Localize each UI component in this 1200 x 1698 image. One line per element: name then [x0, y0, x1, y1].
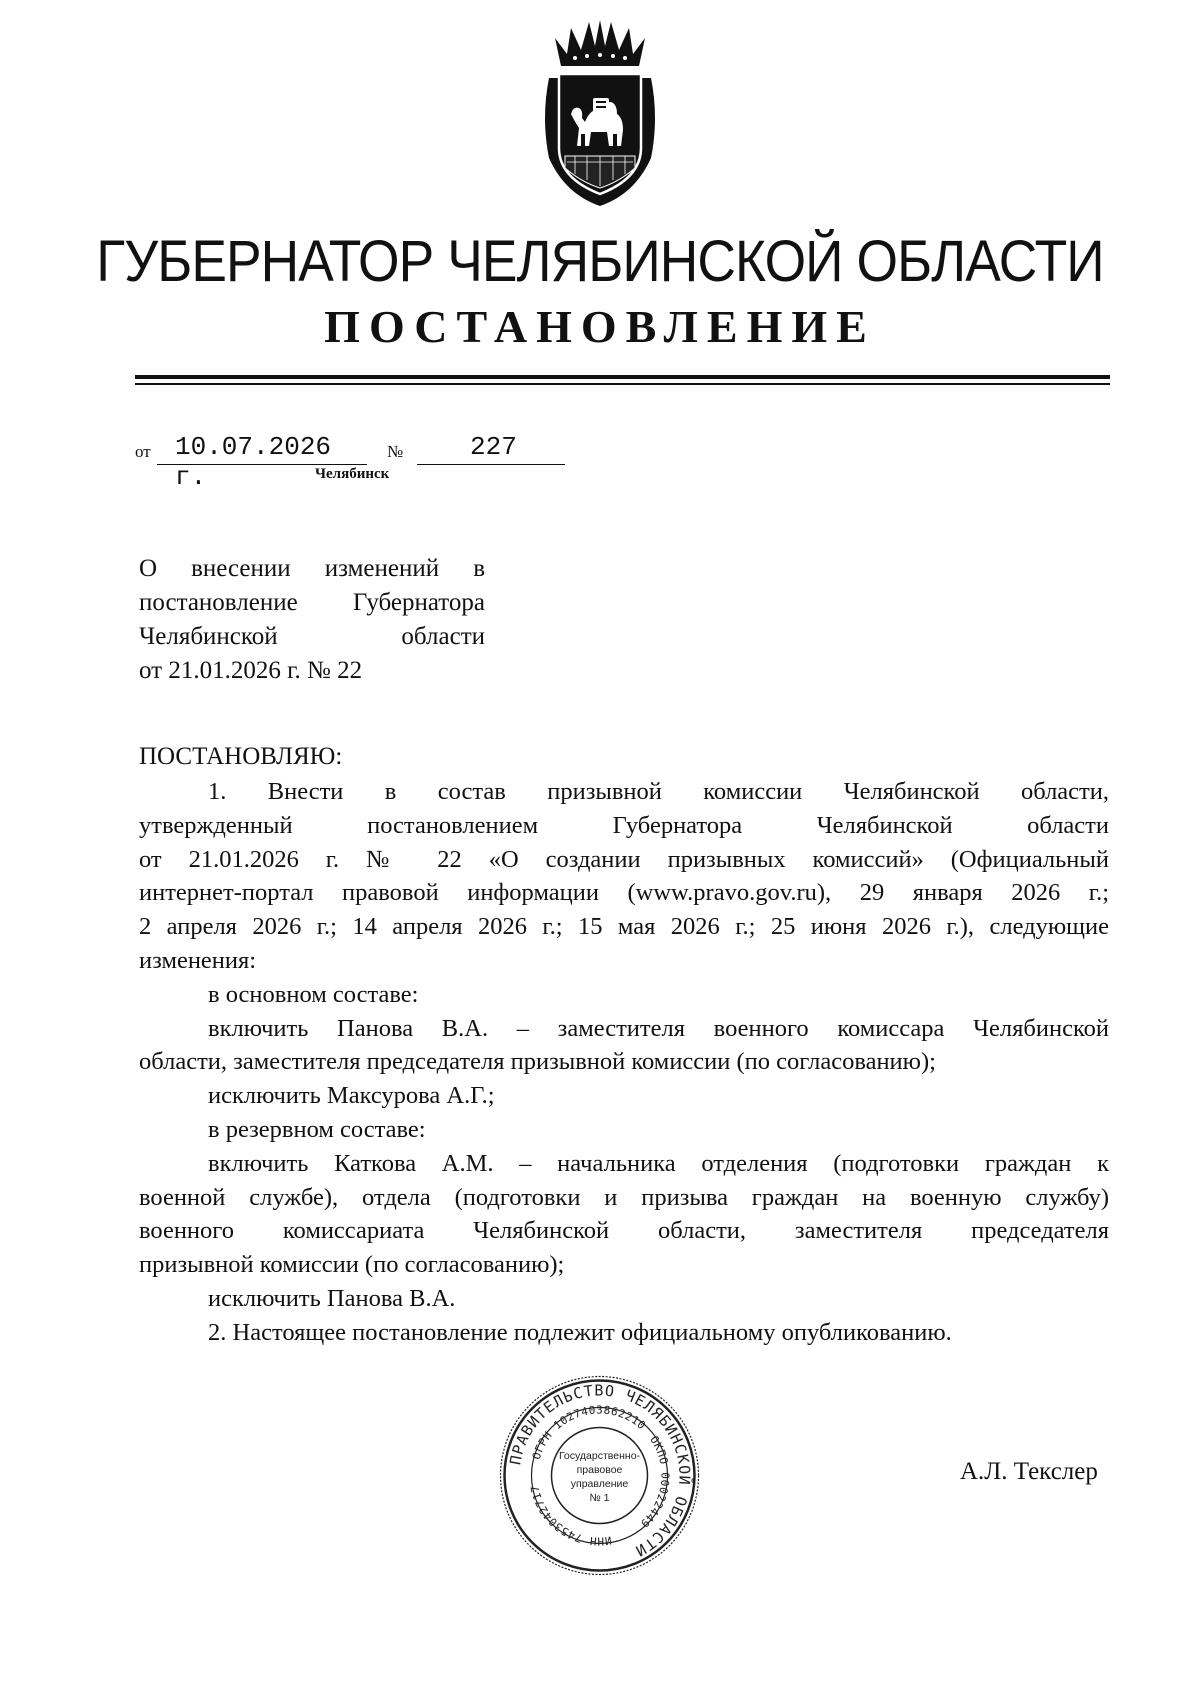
seal-center-line: Государственно-: [558, 1450, 641, 1462]
document-body: [139, 775, 1109, 1350]
official-seal-stamp: [497, 1373, 702, 1578]
subject-line: от 21.01.2026 г. № 22: [139, 657, 363, 684]
subject-line: Челябинской области: [139, 623, 485, 650]
seal-okpo: ОКПО 00022449: [637, 1433, 672, 1531]
seal-ogrn: ОГРН 1027403862210: [529, 1403, 649, 1462]
issuer-title: ГУБЕРНАТОР ЧЕЛЯБИНСКОЙ ОБЛАСТИ: [96, 229, 1104, 294]
date-prefix: от: [135, 442, 151, 461]
seal-inn: ИНН 7453042717: [528, 1484, 613, 1548]
body-line: 2. Настоящее постановление подлежит официальному опубликованию.: [208, 1318, 952, 1346]
body-line: включить Каткова А.М. – начальника отделения (подготовки граждан к: [208, 1149, 1109, 1177]
body-line: 1. Внести в состав призывной комиссии Челябинской области,: [208, 778, 1109, 805]
document-date: 10.07.2026 г.: [175, 432, 332, 492]
body-line: военного комиссариата Челябинской области, заместителя председателя: [139, 1217, 1109, 1245]
body-line: призывной комиссии (по согласованию);: [139, 1251, 565, 1279]
signatory-name: А.Л. Текслер: [960, 1458, 1098, 1485]
header-rule-thick: [135, 375, 1110, 379]
body-line: в резервном составе:: [208, 1115, 426, 1143]
document-type-title: ПОСТАНОВЛЕНИЕ: [324, 301, 876, 352]
decree-word: ПОСТАНОВЛЯЮ:: [139, 743, 343, 770]
body-line: военной службе), отдела (подготовки и призыва граждан на военную службу): [139, 1183, 1109, 1211]
number-underline: [417, 464, 565, 465]
seal-center-line: управление: [570, 1478, 629, 1490]
body-line: в основном составе:: [208, 980, 419, 1008]
body-line: области, заместителя председателя призывной комиссии (по согласованию);: [139, 1048, 936, 1076]
document-subject: [139, 552, 485, 688]
body-line: исключить Панова В.А.: [208, 1284, 456, 1312]
body-line: 2 апреля 2026 г.; 14 апреля 2026 г.; 15 мая 2026 г.; 25 июня 2026 г.), следующие: [139, 913, 1109, 941]
body-line: включить Панова В.А. – заместителя военного комиссара Челябинской: [208, 1014, 1109, 1042]
subject-line: О внесении изменений в: [139, 555, 485, 582]
issue-city: Челябинск: [315, 466, 390, 482]
seal-center-line: правовое: [576, 1464, 623, 1476]
body-line: интернет-портал правовой информации (www.pravo.gov.ru), 29 января 2026 г.;: [139, 879, 1109, 907]
body-line: изменения:: [139, 946, 257, 974]
body-line: утвержденный постановлением Губернатора Челябинской области: [139, 811, 1109, 839]
seal-center-line: № 1: [589, 1492, 610, 1504]
document-number: 227: [470, 432, 517, 462]
seal-outer-text: ПРАВИТЕЛЬСТВО ЧЕЛЯБИНСКОЙ ОБЛАСТИ: [506, 1381, 694, 1561]
body-line: исключить Максурова А.Г.;: [208, 1082, 495, 1110]
coat-of-arms-emblem: [535, 18, 665, 208]
subject-line: постановление Губернатора: [139, 589, 485, 616]
header-rule-thin: [135, 383, 1110, 385]
body-line: от 21.01.2026 г. № 22 «О создании призывных комиссий» (Официальный: [139, 845, 1109, 873]
number-prefix: №: [387, 442, 404, 461]
